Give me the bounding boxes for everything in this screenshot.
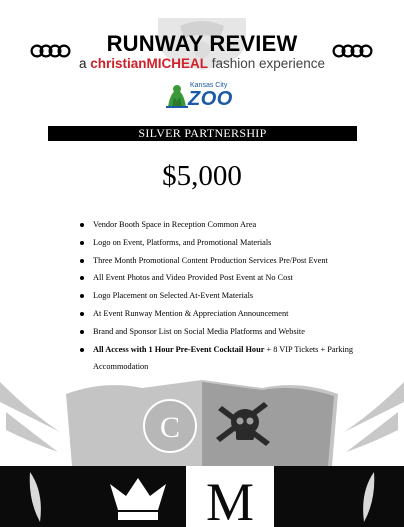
kansas-city-zoo-logo [166,82,240,112]
benefit-text: At Event Runway Mention & Appreciation Announcement [93,308,289,318]
benefit-item [80,216,370,234]
zoo-logo-city-text: Kansas City [190,82,228,89]
benefit-text: Logo on Event, Platforms, and Promotional Materials [93,237,272,247]
benefit-item [80,269,370,287]
benefit-text: Brand and Sponsor List on Social Media Platforms and Website [93,326,305,336]
tier-price: $5,000 [162,160,242,192]
zoo-animal-icon [166,83,188,109]
bottom-crest-emblem [0,372,404,527]
tagline-brand: christianMICHEAL [90,56,208,71]
crest-letter-c: C [159,411,181,444]
benefit-text: Logo Placement on Selected At-Event Materials [93,291,254,301]
benefit-item [80,234,370,252]
benefits-list [80,216,370,376]
benefit-text: Three Month Promotional Content Production Services Pre/Post Event [93,255,328,265]
benefit-item [80,287,370,305]
zoo-logo-main-text: ZOO [188,88,233,110]
bullet-icon [80,223,84,227]
bullet-icon [80,241,84,245]
crest-letter-m: M [205,472,255,527]
bullet-icon [80,348,84,352]
bullet-icon [80,294,84,298]
tier-name: SILVER PARTNERSHIP [138,126,267,140]
tagline-prefix: a [78,56,91,71]
benefit-item-vip [80,341,383,377]
benefit-text-bold: All Access with 1 Hour Pre-Event Cocktail Hour [93,344,265,354]
tagline-suffix: fashion experience [207,56,326,71]
bullet-icon [80,330,84,334]
tier-banner [48,126,357,141]
benefit-item [80,305,370,323]
benefit-item [80,323,370,341]
benefit-text: Vendor Booth Space in Reception Common Area [93,220,257,229]
benefit-item [80,252,370,270]
benefit-text: All Event Photos and Video Provided Post Event at No Cost [93,273,293,283]
event-title: RUNWAY REVIEW [106,31,298,56]
bullet-icon [80,312,84,316]
benefit-text-rest: + 8 VIP Tickets + Parking Accommodation [93,344,354,372]
bullet-icon [80,276,84,280]
bullet-icon [80,259,84,263]
event-tagline [0,56,404,71]
